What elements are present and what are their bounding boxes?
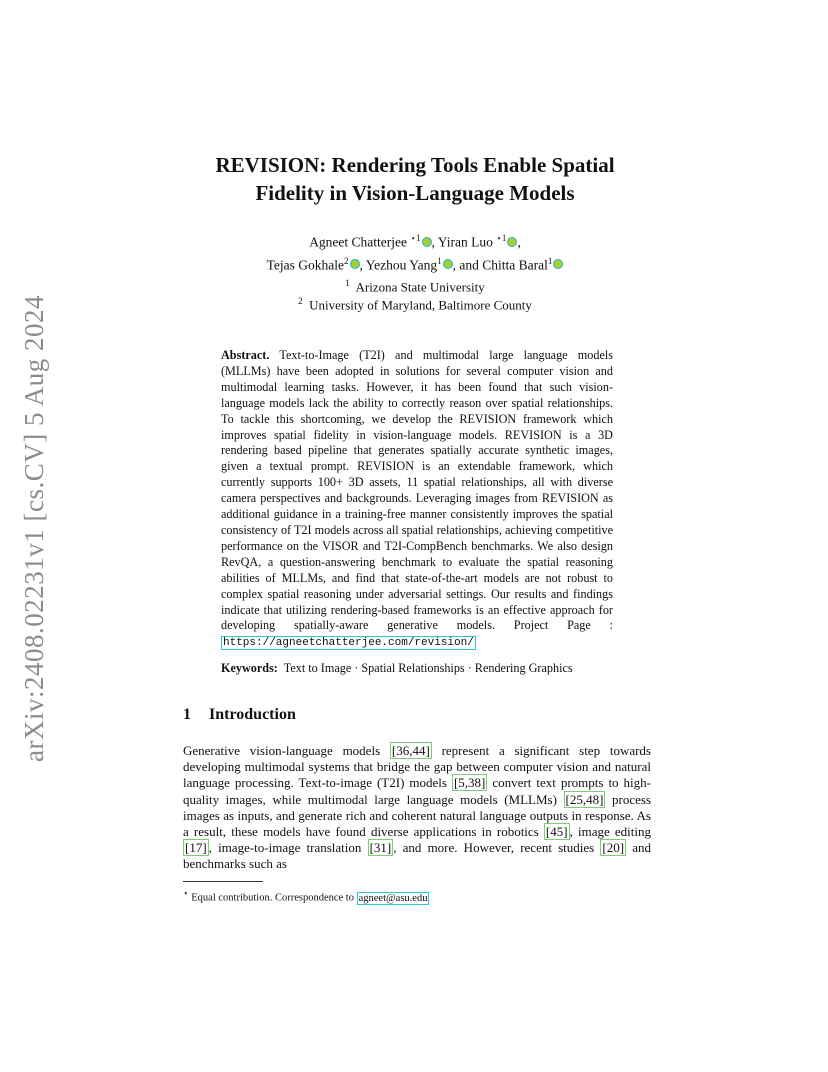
author-mark: 1	[547, 255, 553, 266]
body-text: represent a significant step towards developing multimodal systems that bridge the gap between computer vision and natural language processing. Text-to-image (T2I) models	[183, 743, 651, 791]
author-name: Yezhou Yang	[365, 257, 438, 272]
affiliation-2	[190, 294, 640, 312]
affiliation-1	[190, 276, 640, 294]
section-number: 1	[183, 706, 191, 723]
citation-link[interactable]: [45]	[545, 824, 568, 840]
author-list	[190, 229, 640, 274]
body-text: , image editing	[569, 824, 651, 840]
author-mark: 1	[437, 255, 442, 266]
abstract-text: Text-to-Image (T2I) and multimodal large language models (MLLMs) have been adopted in solutions for several computer vision and multimodal learning tasks. However, it has been found that such vision-language models lack the ability to correctly reason over spatial relationships. To tackle this shortcoming, we develop the REVISION framework which improves spatial fidelity in vision-language models. REVISION is a 3D rendering based pipeline that generates spatially accurate synthetic images, given a textual prompt. REVISION is an extendable framework, which currently supports 100+ 3D assets, 11 spatial relationships, all with diverse camera perspectives and backgrounds. Leveraging images from REVISION as additional guidance in a training-free manner consistently improves the spatial consistency of T2I models across all spatial relationships, achieving competitive performance on the VISOR and T2I-CompBench benchmarks. We also design RevQA, a question-answering benchmark to evaluate the spatial reasoning abilities of MLLMs, and find that state-of-the-art models are not robust to complex spatial reasoning under adversarial settings. Our results and findings indicate that utilizing rendering-based frameworks is an effective approach for developing spatially-aware generative models.	[221, 348, 614, 633]
affiliation-name: University of Maryland, Baltimore County	[309, 297, 532, 313]
citation-link[interactable]: [17]	[185, 840, 207, 856]
body-text: process images as inputs, and generate rich and coherent natural language outputs in response. As a result, these models have found diverse applications in robotics	[183, 791, 651, 840]
paper-title	[150, 151, 680, 207]
section-title: Introduction	[209, 706, 296, 723]
body-text: Generative vision-language models	[183, 743, 390, 758]
project-page-link[interactable]: https://agneetchatterjee.com/revision/	[223, 637, 474, 650]
project-page-label: Project Page :	[513, 618, 613, 633]
author-name: Agneet Chatterjee	[309, 234, 408, 250]
body-text: , image-to-image translation	[208, 840, 368, 856]
affiliation-number: 1	[345, 278, 350, 288]
footnote	[183, 886, 643, 906]
body-text: and benchmarks such as	[183, 840, 651, 872]
abstract	[221, 348, 613, 652]
keywords	[221, 661, 621, 676]
author-connector: , and	[452, 257, 483, 272]
author-mark: ⋆1	[496, 233, 507, 243]
introduction-paragraph	[183, 743, 651, 873]
author-line-1: Agneet Chatterjee $^{⋆1}$ , Yiran Luo $^{⋆1}$ ,	[309, 233, 521, 250]
citation-link[interactable]: [31]	[369, 840, 392, 856]
author-name: Yiran Luo	[437, 234, 493, 250]
author-name: Chitta Baral	[482, 257, 548, 272]
orcid-icon[interactable]	[507, 237, 517, 247]
author-line-2: Tejas Gokhale$^2$ , Yezhou Yang$^1$ , and Chitta Baral$^1$	[190, 252, 640, 275]
body-text: , and more. However, recent studies	[393, 840, 601, 856]
arxiv-identifier-stamp: arXiv:2408.02231v1 [cs.CV] 5 Aug 2024	[19, 295, 49, 762]
citation-link[interactable]: [36,44]	[391, 743, 430, 758]
citation-link[interactable]: [5,38]	[453, 775, 486, 791]
citation-link[interactable]: [25,48]	[565, 791, 604, 807]
orcid-icon[interactable]	[553, 259, 563, 269]
email-link[interactable]: agneet@asu.edu	[358, 892, 428, 904]
author-mark: 2	[344, 255, 349, 266]
footnote-mark: ⋆	[183, 888, 189, 898]
orcid-icon[interactable]	[422, 237, 432, 247]
body-text: convert text prompts to high-quality images, while multimodal large language models (MLLMs)	[183, 775, 651, 807]
affiliation-name: Arizona State University	[355, 279, 485, 295]
title-line-1: REVISION: Rendering Tools Enable Spatial	[215, 153, 615, 177]
title-line-2: Fidelity in Vision-Language Models	[255, 181, 575, 205]
abstract-label: Abstract.	[221, 348, 270, 362]
footnote-rule	[183, 881, 263, 882]
author-name: Tejas Gokhale	[266, 257, 344, 272]
affiliations	[190, 276, 640, 313]
keywords-label: Keywords:	[221, 661, 278, 675]
author-mark: ⋆1	[410, 233, 421, 243]
footnote-text: Equal contribution. Correspondence to	[188, 892, 357, 904]
keywords-text: Text to Image · Spatial Relationships · Rendering Graphics	[283, 661, 573, 675]
orcid-icon[interactable]	[443, 259, 453, 269]
citation-link[interactable]: [20]	[602, 840, 625, 856]
affiliation-number: 2	[298, 296, 303, 307]
section-heading	[183, 705, 296, 725]
orcid-icon[interactable]	[350, 259, 360, 269]
